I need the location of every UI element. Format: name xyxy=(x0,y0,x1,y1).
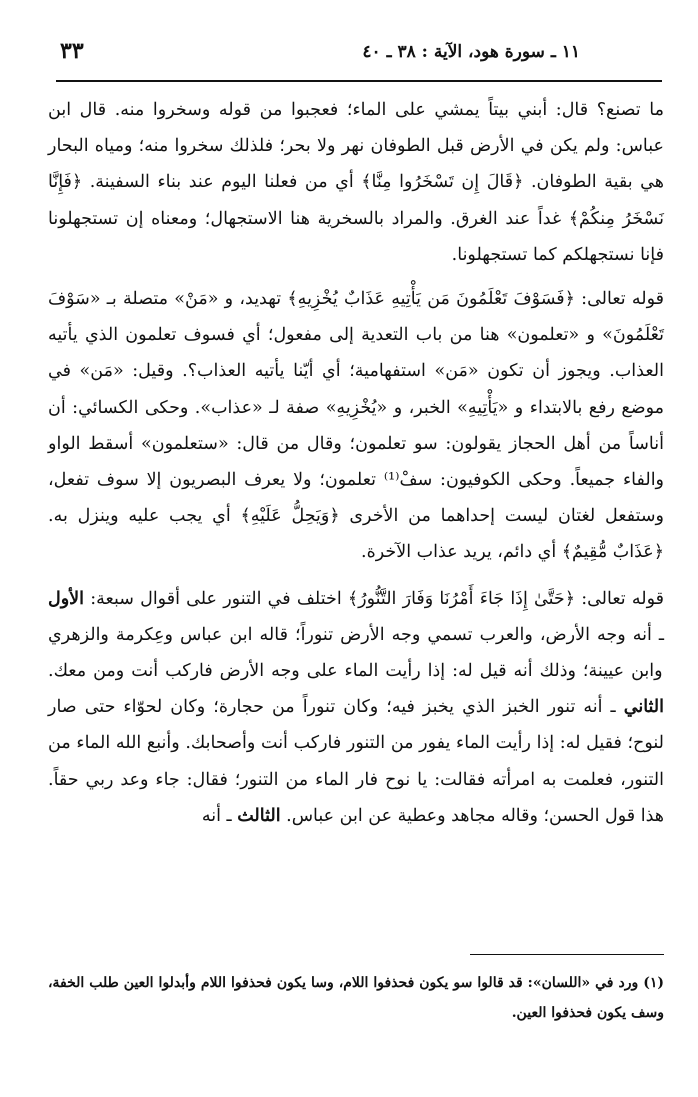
header-divider xyxy=(56,80,662,82)
opinion-third-label: الثالث xyxy=(237,805,281,826)
footnote: (١) ورد في «اللسان»: قد قالوا سو يكون فحذفوا اللام، وسا يكون فحذفوا اللام وأبدلوا العين طلب الخفة، وسف يكون فحذفوا العين. xyxy=(48,975,664,1021)
opinion-third-text: ـ أنه xyxy=(201,805,238,826)
footnote-divider xyxy=(470,954,664,955)
page-header xyxy=(60,38,660,72)
opinion-second-label: الثاني xyxy=(623,697,664,718)
opinion-first-text: ـ أنه وجه الأرض، والعرب تسمي وجه الأرض تنوراً؛ قاله ابن عباس وعِكرمة والزهري وابن عيينة؛ وذلك أنه قيل له: إذا رأيت الماء على وجه الأرض فاركب أنت ومن معك. xyxy=(48,624,664,682)
paragraph-1: ما تصنع؟ قال: أبني بيتاً يمشي على الماء؛ فعجبوا من قوله وسخروا منه. قال ابن عباس: ولم يكن في الأرض قبل الطوفان نهر ولا بحر؛ فلذلك سخروا منه؛ ومياه البحار هي بقية الطوفان. ﴿قَالَ إِن تَسْخَرُوا مِنَّا﴾ أي من فعلنا اليوم عند بناء السفينة. ﴿فَإِنَّا نَسْخَرُ مِنكُمْ﴾ غداً عند الغرق. والمراد بالسخرية هنا الاستجهال؛ ومعناه إن تستجهلونا فإنا نستجهلكم كما تستجهلونا. xyxy=(48,100,664,265)
page-number: ٣٣ xyxy=(60,38,84,64)
main-text xyxy=(48,92,664,844)
opinion-second-text: ـ أنه تنور الخبز الذي يخبز فيه؛ وكان تنوراً من حجارة؛ وكان لحوّاء حتى صار لنوح؛ فقيل له: إذا رأيت الماء يفور من التنور فاركب أنت وأصحابك. وأنبع الله الماء من التنور، فعلمت به امرأته فقالت: يا نوح فار الماء من التنور؛ فقال: جاء وعد ربي حقاً. هذا قول الحسن؛ وقاله مجاهد وعطية عن ابن عباس. xyxy=(48,697,664,826)
paragraph-2: قوله تعالى: ﴿فَسَوْفَ تَعْلَمُونَ مَن يَأْتِيهِ عَذَابٌ يُخْزِيهِ﴾ تهديد، و «مَنْ» متصلة بـ «سَوْفَ تَعْلَمُونَ» و «تعلمون» هنا من باب التعدية إلى مفعول؛ أي فسوف تعلمون الذي يأتيه العذاب. ويجوز أن تكون «مَن» استفهامية؛ أي أيّنا يأتيه العذاب؟. وقيل: «مَن» في موضع رفع بالابتداء و «يَأْتِيهِ» الخبر، و «يُخْزِيهِ» صفة لـ «عذاب». وحكى الكسائي: أن أناساً من أهل الحجاز يقولون: سو تعلمون؛ وقال من قال: «ستعلمون» أسقط الواو والفاء جميعاً. وحكى الكوفيون: سفْ⁽¹⁾ تعلمون؛ ولا يعرف البصريون إلا سوف تفعل، وستفعل لغتان ليست إحداهما من الأخرى ﴿وَيَحِلُّ عَلَيْهِ﴾ أي يجب عليه وينزل به. ﴿عَذَابٌ مُّقِيمٌ﴾ أي دائم، يريد عذاب الآخرة. xyxy=(48,289,665,563)
paragraph-3-intro: قوله تعالى: ﴿حَتَّىٰ إِذَا جَاءَ أَمْرُنَا وَفَارَ التَّنُّورُ﴾ اختلف في التنور على أقوال سبعة: xyxy=(90,588,664,609)
running-title: ١١ ـ سورة هود، الآية : ٣٨ ـ ٤٠ xyxy=(362,42,580,62)
paragraph-3 xyxy=(48,581,664,834)
opinion-first-label: الأول xyxy=(48,588,85,609)
